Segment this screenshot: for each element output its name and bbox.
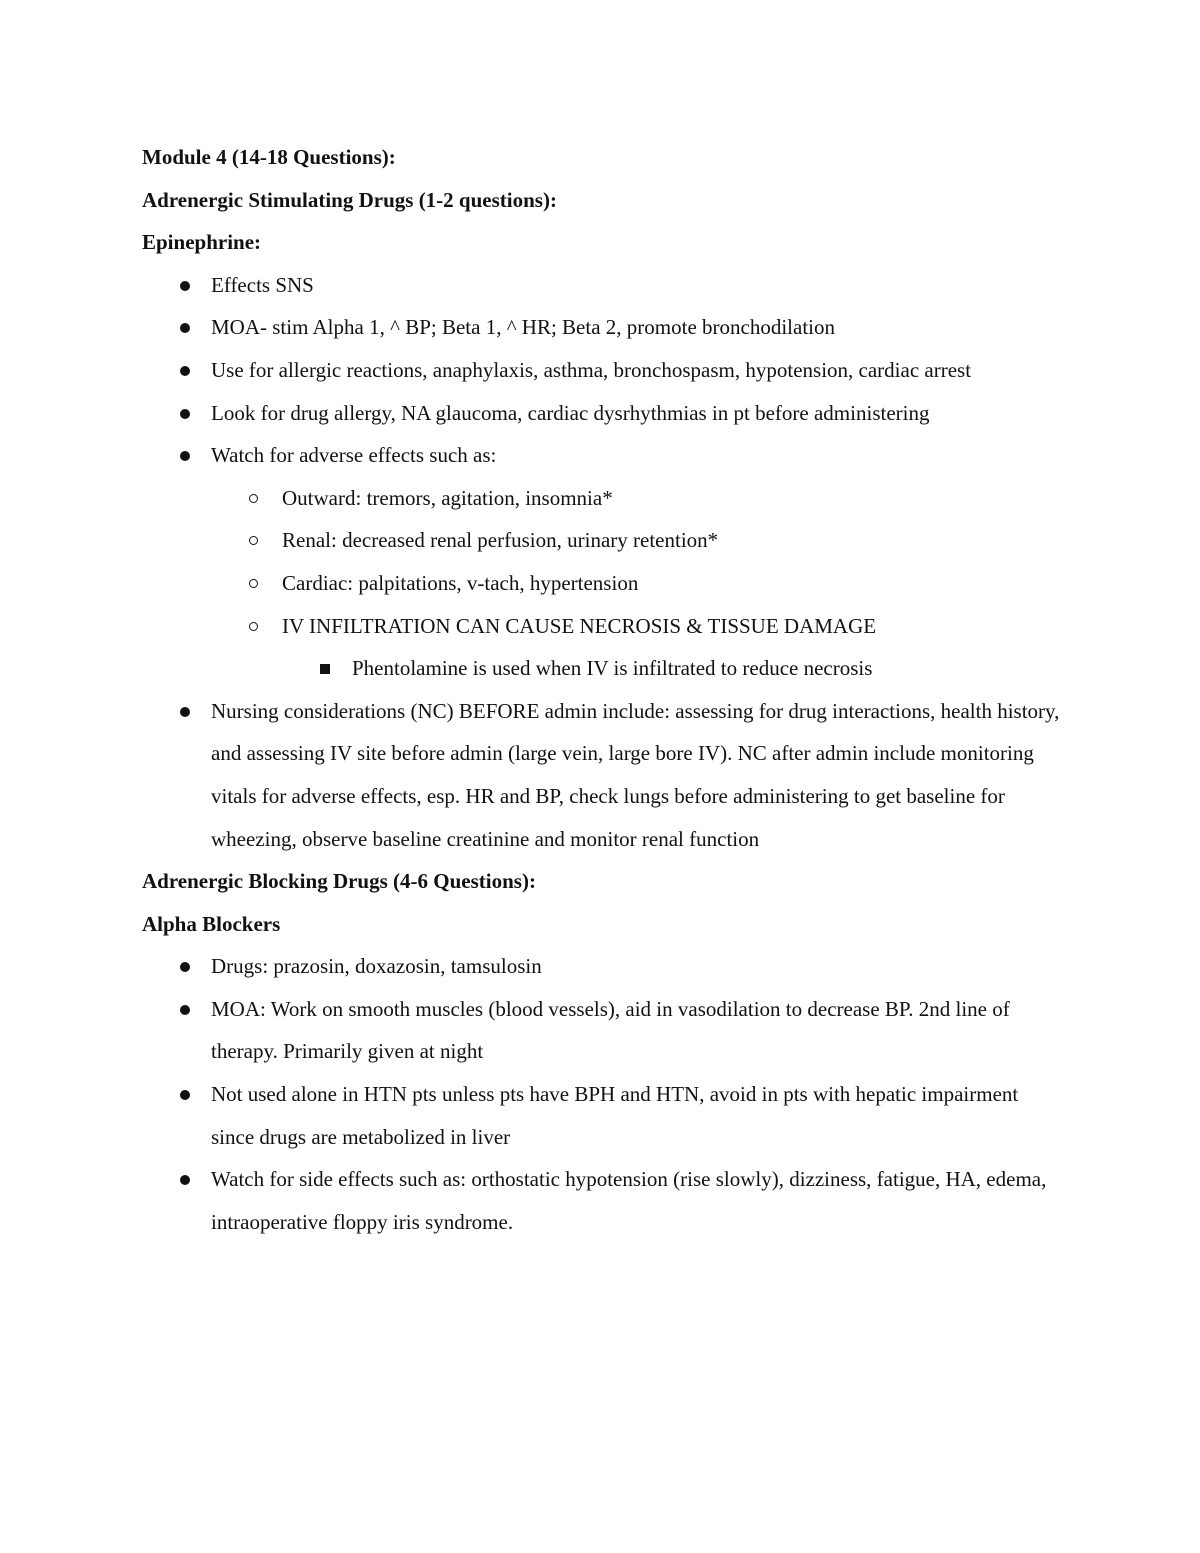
- list-item-text: IV INFILTRATION CAN CAUSE NECROSIS & TISSUE DAMAGE: [282, 613, 877, 638]
- list-item: [142, 306, 1062, 349]
- list-item: [142, 434, 1062, 477]
- bullet-icon: [180, 366, 190, 376]
- list-item: [142, 605, 1062, 648]
- bullet-icon: [180, 1005, 190, 1015]
- list-item-text: Watch for adverse effects such as:: [211, 443, 497, 468]
- list-item: [142, 945, 1062, 988]
- bullet-icon: [180, 409, 190, 419]
- bullet-icon: [180, 451, 190, 461]
- nursing-list: [142, 690, 1062, 860]
- list-item-text: Look for drug allergy, NA glaucoma, cardiac dysrhythmias in pt before administering: [211, 400, 930, 425]
- epinephrine-heading: Epinephrine:: [142, 230, 262, 255]
- list-item: [142, 1158, 1062, 1243]
- list-item-text: Effects SNS: [211, 272, 314, 297]
- bullet-icon: [180, 281, 190, 291]
- bullet-icon: [180, 1175, 190, 1185]
- list-item: [142, 264, 1062, 307]
- list-item-text: Drugs: prazosin, doxazosin, tamsulosin: [211, 954, 542, 979]
- list-item: [142, 392, 1062, 435]
- list-item-text: Phentolamine is used when IV is infiltrated to reduce necrosis: [352, 656, 873, 681]
- list-item-text: Nursing considerations (NC) BEFORE admin include: assessing for drug interactions, health history, and assessing IV site before admin (large vein, large bore IV). NC after admin include monitoring vitals for adverse effects, esp. HR and BP, check lungs before administering to get baseline for wheezing, observe baseline creatinine and monitor renal function: [211, 698, 1060, 851]
- list-item-text: MOA: Work on smooth muscles (blood vessels), aid in vasodilation to decrease BP. 2nd line of therapy. Primarily given at night: [211, 996, 1010, 1064]
- list-item: [142, 519, 1062, 562]
- list-item-text: Renal: decreased renal perfusion, urinary retention*: [282, 528, 719, 553]
- list-item: [142, 1073, 1062, 1158]
- epinephrine-list: [142, 264, 1062, 477]
- hollow-bullet-icon: [249, 579, 258, 588]
- bullet-icon: [180, 707, 190, 717]
- list-item: [142, 647, 1062, 690]
- infiltration-sublist: [142, 647, 1062, 690]
- alpha-blockers-list: [142, 945, 1062, 1243]
- hollow-bullet-icon: [249, 622, 258, 631]
- square-bullet-icon: [320, 664, 330, 674]
- list-item: [142, 988, 1062, 1073]
- blocking-drugs-heading: Adrenergic Blocking Drugs (4-6 Questions):: [142, 869, 536, 894]
- list-item-text: Outward: tremors, agitation, insomnia*: [282, 485, 613, 510]
- list-item: [142, 349, 1062, 392]
- list-item: [142, 562, 1062, 605]
- bullet-icon: [180, 1090, 190, 1100]
- list-item-text: MOA- stim Alpha 1, ^ BP; Beta 1, ^ HR; Beta 2, promote bronchodilation: [211, 315, 835, 340]
- bullet-icon: [180, 323, 190, 333]
- list-item-text: Not used alone in HTN pts unless pts have BPH and HTN, avoid in pts with hepatic impairment since drugs are metabolized in liver: [211, 1082, 1019, 1149]
- module-title: Module 4 (14-18 Questions):: [142, 145, 396, 169]
- stimulating-drugs-heading: Adrenergic Stimulating Drugs (1-2 questions):: [142, 187, 557, 212]
- alpha-blockers-heading: Alpha Blockers: [142, 911, 281, 936]
- hollow-bullet-icon: [249, 494, 258, 503]
- document-body: [142, 136, 1062, 1243]
- hollow-bullet-icon: [249, 536, 258, 545]
- bullet-icon: [180, 962, 190, 972]
- list-item-text: Use for allergic reactions, anaphylaxis, asthma, bronchospasm, hypotension, cardiac arrest: [211, 357, 972, 382]
- list-item: [142, 690, 1062, 860]
- list-item: [142, 477, 1062, 520]
- list-item-text: Cardiac: palpitations, v-tach, hypertension: [282, 570, 639, 595]
- adverse-effects-list: [142, 477, 1062, 647]
- list-item-text: Watch for side effects such as: orthostatic hypotension (rise slowly), dizziness, fatigue, HA, edema, intraoperative floppy iris syndrome.: [211, 1167, 1047, 1234]
